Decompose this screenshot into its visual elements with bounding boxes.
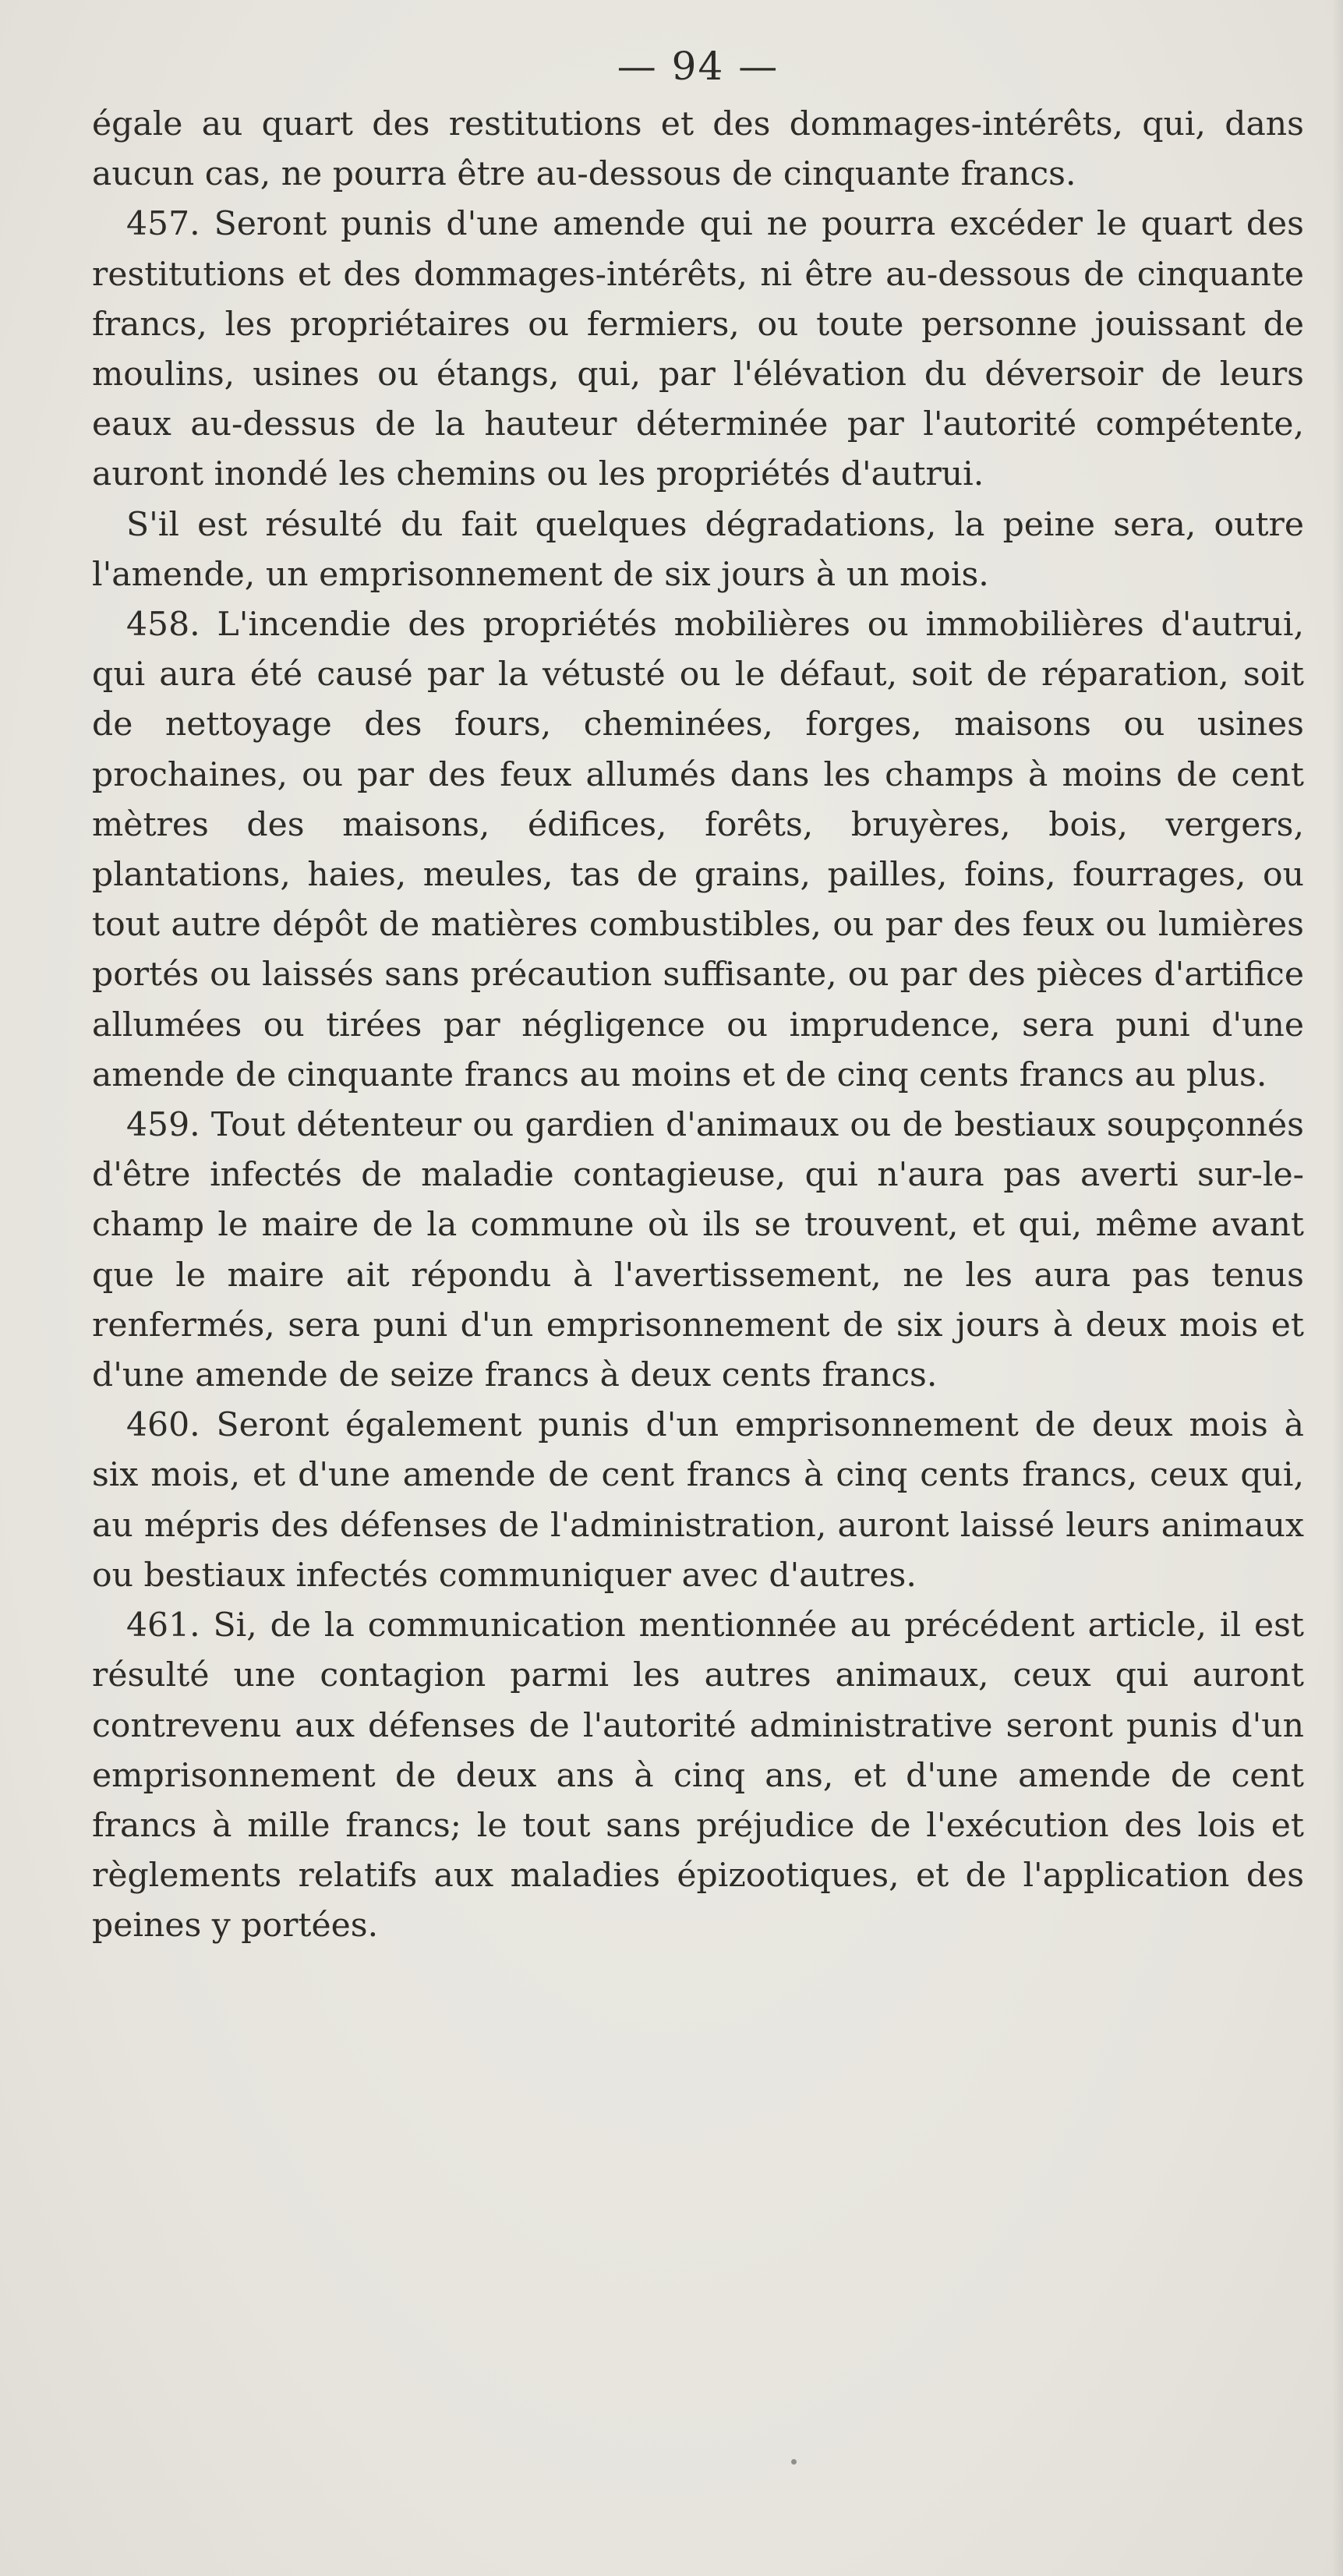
ink-speck: [791, 2459, 797, 2465]
article-459: [92, 1101, 1304, 1401]
paragraph-text: Si, de la communication mentionnée au précédent article, il est résulté une contagion parmi les autres animaux, ceux qui auront contrevenu aux défenses de l'autorité administrative seront punis d'un emprisonnement de deux ans à cinq ans, et d'une amende de cent francs à mille francs; le tout sans préjudice de l'exécution des lois et règlements relatifs aux maladies épizootiques, et de l'application des peines y portées.: [92, 1606, 1304, 1945]
article-number: 461.: [126, 1606, 200, 1645]
article-457-second-paragraph: [92, 500, 1304, 600]
article-457: [92, 200, 1304, 500]
paragraph-text: égale au quart des restitutions et des dommages-intérêts, qui, dans aucun cas, ne pourra être au-dessous de cinquante francs.: [92, 105, 1304, 194]
article-461: [92, 1601, 1304, 1951]
page-content: [92, 39, 1304, 1952]
article-number: 457.: [126, 205, 200, 244]
paragraph-text: Seront punis d'une amende qui ne pourra excéder le quart des restitutions et des dommages-intérêts, ni être au-dessous de cinquante francs, les propriétaires ou fermiers, ou toute personne jouissant de moulins, usines ou étangs, qui, par l'élévation du déversoir de leurs eaux au-dessus de la hauteur déterminée par l'autorité compétente, auront inondé les chemins ou les propriétés d'autrui.: [92, 205, 1304, 494]
paragraph-continuation: [92, 100, 1304, 200]
article-458: [92, 600, 1304, 1101]
page-edge-shadow: [1332, 0, 1343, 2576]
paragraph-text: S'il est résulté du fait quelques dégradations, la peine sera, outre l'amende, un emprisonnement de six jours à un mois.: [92, 505, 1304, 594]
article-number: 460.: [126, 1406, 200, 1445]
article-460: [92, 1401, 1304, 1601]
paragraph-text: Tout détenteur ou gardien d'animaux ou de bestiaux soupçonnés d'être infectés de maladie contagieuse, qui n'aura pas averti sur-le-champ le maire de la commune où ils se trouvent, et qui, même avant que le maire ait répondu à l'avertissement, ne les aura pas tenus renfermés, sera puni d'un emprisonnement de six jours à deux mois et d'une amende de seize francs à deux cents francs.: [92, 1106, 1304, 1395]
paragraph-text: L'incendie des propriétés mobilières ou immobilières d'autrui, qui aura été causé par la vétusté ou le défaut, soit de réparation, soit de nettoyage des fours, cheminées, forges, maisons ou usines prochaines, ou par des feux allumés dans les champs à moins de cent mètres des maisons, édifices, forêts, bruyères, bois, vergers, plantations, haies, meules, tas de grains, pailles, foins, fourrages, ou tout autre dépôt de matières combustibles, ou par des feux ou lumières portés ou laissés sans précaution suffisante, ou par des pièces d'artifice allumées ou tirées par négligence ou imprudence, sera puni d'une amende de cinquante francs au moins et de cinq cents francs au plus.: [92, 606, 1304, 1094]
page-number: — 94 —: [617, 44, 779, 89]
paragraph-text: Seront également punis d'un emprisonnement de deux mois à six mois, et d'une amende de cent francs à cinq cents francs, ceux qui, au mépris des défenses de l'administration, auront laissé leurs animaux ou bestiaux infectés communiquer avec d'autres.: [92, 1406, 1304, 1595]
article-number: 459.: [126, 1106, 200, 1145]
article-number: 458.: [126, 606, 200, 645]
